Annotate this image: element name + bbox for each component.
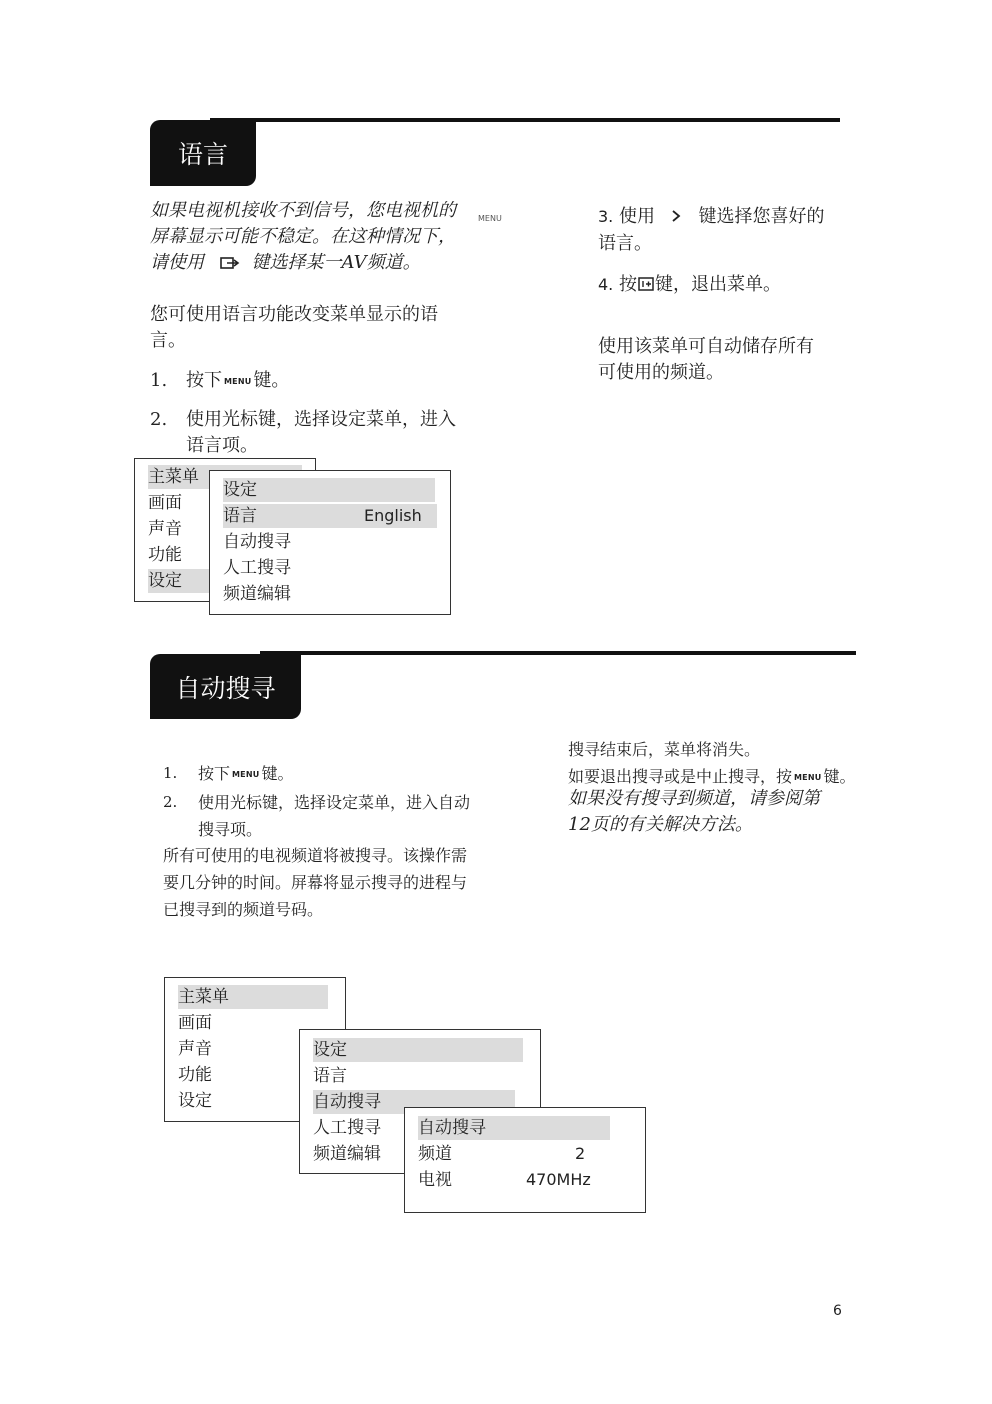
menu-item: 功能 [178,1065,212,1085]
menu-header: 自动搜寻 [418,1116,610,1140]
menu-item: 声音 [178,1039,212,1059]
step-number: 2. [150,409,168,430]
osd-autosearch-menu [404,1107,646,1213]
page-number: 6 [833,1303,842,1319]
intro-italic: 如果电视机接收不到信号，您电视机的 屏幕显示可能不稳定。在这种情况下， 请使用 键选择某一AV频道。 [150,198,510,278]
search-end-note: 搜寻结束后，菜单将消失。 [568,740,761,759]
menu-item: 语言 [313,1066,347,1086]
osd-settings-menu [209,470,451,615]
menu-item-selected: 语言 [223,504,437,528]
frequency-label: 电视 [418,1170,452,1190]
channel-label: 频道 [418,1144,452,1164]
step-1: 按下 MENU 键。 [186,370,290,391]
menu-item: 功能 [148,545,182,565]
section-title: 自动搜寻 [150,654,301,719]
menu-header: 设定 [313,1038,523,1062]
exit-search-note: 如要退出搜寻或是中止搜寻，按 MENU 键。 [568,767,856,786]
step-1: 按下 MENU 键。 [198,764,294,783]
menu-key-label: MENU [224,377,252,386]
menu-item-selected: 设定 [148,569,228,593]
step-4: 4. 按 键，退出菜单。 [598,272,781,299]
menu-item: 画面 [148,493,182,513]
language-value: English [364,506,422,525]
step-number: 2. [163,793,178,811]
menu-item-selected: 自动搜寻 [313,1090,515,1114]
chevron-right-icon [671,205,681,231]
language-description: 您可使用语言功能改变菜单显示的语 言。 [150,304,438,351]
menu-header: 设定 [223,478,435,502]
menu-item: 人工搜寻 [313,1118,381,1138]
channel-value: 2 [575,1144,586,1163]
step-number: 1. [163,764,178,782]
menu-key-label: MENU [232,770,260,779]
av-input-icon [220,252,240,278]
step-2: 使用光标键，选择设定菜单，进入 语言项。 [186,409,456,456]
menu-item: 画面 [178,1013,212,1033]
section-rule [260,651,856,655]
osd-exit-icon [638,273,654,299]
section-title: 语言 [150,120,256,186]
frequency-value: 470MHz [526,1170,591,1189]
auto-store-note: 使用该菜单可自动储存所有 可使用的频道。 [598,336,814,383]
stray-menu-label: MENU [478,214,502,223]
autosearch-description: 所有可使用的电视频道将被搜寻。该操作需 要几分钟的时间。屏幕将显示搜寻的进程与 已搜寻到的频道号码。 [163,846,468,919]
menu-item: 人工搜寻 [223,558,291,578]
menu-item: 频道编辑 [223,584,291,604]
menu-header: 主菜单 [148,465,302,489]
step-number: 1. [150,370,168,391]
step-2: 使用光标键，选择设定菜单，进入自动 搜寻项。 [198,793,471,839]
menu-header: 主菜单 [178,985,328,1009]
menu-item: 频道编辑 [313,1144,381,1164]
menu-item: 设定 [178,1091,212,1111]
section-rule [210,118,840,122]
menu-key-label: MENU [794,773,822,782]
menu-item: 声音 [148,519,182,539]
step-3: 3. 使用 键选择您喜好的 语言。 [598,206,825,254]
troubleshoot-note: 如果没有搜寻到频道，请参阅第 12页的有关解决方法。 [568,788,820,835]
menu-item: 自动搜寻 [223,532,291,552]
